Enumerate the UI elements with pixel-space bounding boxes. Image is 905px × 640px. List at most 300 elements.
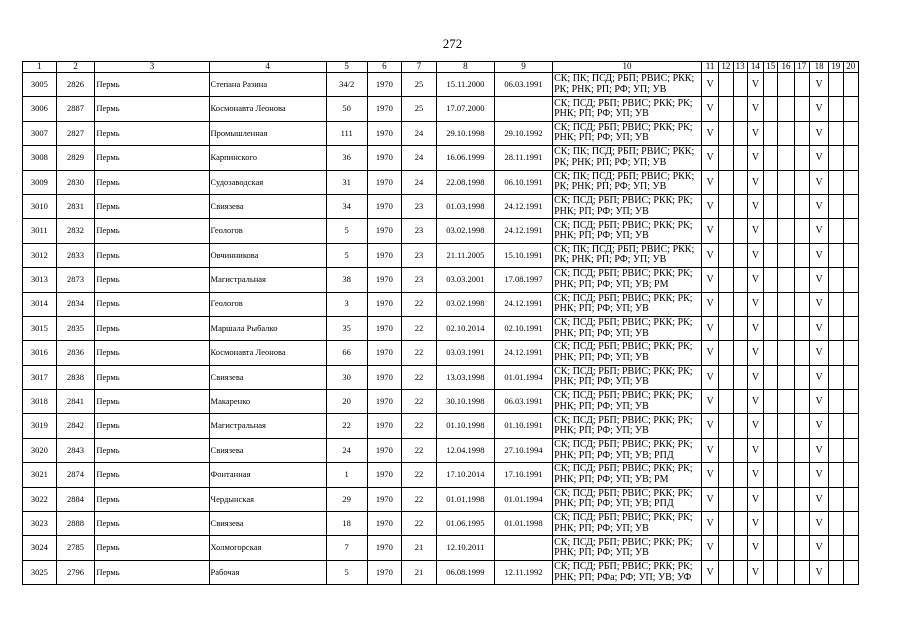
column-header-8: 8 (436, 62, 494, 73)
table-row (23, 438, 859, 462)
cell-street: Свиязева (209, 365, 326, 389)
empty-cell-col-12 (719, 512, 733, 536)
cell-year: 1970 (367, 292, 402, 316)
empty-cell-col-17 (794, 268, 809, 292)
empty-cell-col-20 (843, 170, 858, 194)
table-row (23, 463, 859, 487)
cell-date-2: 06.03.1991 (494, 73, 552, 97)
cell-date-2: 24.12.1991 (494, 341, 552, 365)
cell-house: 36 (326, 146, 367, 170)
column-header-11: 11 (701, 62, 718, 73)
cell-year: 1970 (367, 512, 402, 536)
empty-cell-col-12 (719, 316, 733, 340)
cell-year: 1970 (367, 414, 402, 438)
cell-number: 3011 (23, 219, 57, 243)
empty-cell-col-16 (778, 341, 794, 365)
cell-count: 22 (402, 438, 437, 462)
check-mark-col-18: V (809, 97, 828, 121)
empty-cell-col-15 (764, 512, 778, 536)
cell-street: Геологов (209, 219, 326, 243)
cell-street: Чердынская (209, 487, 326, 511)
check-mark-col-18: V (809, 390, 828, 414)
column-header-7: 7 (402, 62, 437, 73)
table-row (23, 170, 859, 194)
empty-cell-col-15 (764, 463, 778, 487)
cell-date-1: 30.10.1998 (436, 390, 494, 414)
empty-cell-col-13 (733, 487, 747, 511)
empty-cell-col-19 (829, 487, 843, 511)
empty-cell-col-15 (764, 219, 778, 243)
empty-cell-col-16 (778, 194, 794, 218)
cell-house: 34/2 (326, 73, 367, 97)
empty-cell-col-16 (778, 316, 794, 340)
check-mark-col-11: V (701, 121, 718, 145)
empty-cell-col-19 (829, 268, 843, 292)
cell-codes: СК; ПСД; РБП; РВИС; РКК; РК; РНК; РП; РФ; УП; УВ (553, 390, 702, 414)
empty-cell-col-12 (719, 194, 733, 218)
cell-id: 2830 (56, 170, 95, 194)
empty-cell-col-19 (829, 390, 843, 414)
empty-cell-col-13 (733, 292, 747, 316)
cell-count: 22 (402, 390, 437, 414)
check-mark-col-11: V (701, 560, 718, 584)
data-table (22, 61, 859, 585)
empty-cell-col-16 (778, 146, 794, 170)
cell-house: 50 (326, 97, 367, 121)
cell-house: 5 (326, 243, 367, 267)
check-mark-col-11: V (701, 219, 718, 243)
check-mark-col-11: V (701, 365, 718, 389)
cell-house: 29 (326, 487, 367, 511)
empty-cell-col-17 (794, 73, 809, 97)
cell-date-1: 17.07.2000 (436, 97, 494, 121)
check-mark-col-14: V (747, 121, 763, 145)
cell-date-1: 06.08.1999 (436, 560, 494, 584)
cell-city: Пермь (95, 438, 209, 462)
cell-codes: СК; ПСД; РБП; РВИС; РКК; РК; РНК; РП; РФ; УП; УВ (553, 121, 702, 145)
cell-count: 22 (402, 463, 437, 487)
empty-cell-col-19 (829, 121, 843, 145)
cell-date-1: 01.10.1998 (436, 414, 494, 438)
column-header-16: 16 (778, 62, 794, 73)
empty-cell-col-19 (829, 292, 843, 316)
cell-id: 2833 (56, 243, 95, 267)
check-mark-col-18: V (809, 341, 828, 365)
empty-cell-col-16 (778, 487, 794, 511)
column-header-12: 12 (719, 62, 733, 73)
check-mark-col-18: V (809, 170, 828, 194)
empty-cell-col-16 (778, 268, 794, 292)
cell-codes: СК; ПСД; РБП; РВИС; РКК; РК; РНК; РП; РФ; УП; УВ (553, 292, 702, 316)
cell-codes: СК; ПСД; РБП; РВИС; РКК; РК; РНК; РП; РФ; УП; УВ (553, 365, 702, 389)
cell-house: 3 (326, 292, 367, 316)
column-header-19: 19 (829, 62, 843, 73)
check-mark-col-18: V (809, 365, 828, 389)
cell-id: 2836 (56, 341, 95, 365)
table-row (23, 414, 859, 438)
cell-date-1: 17.10.2014 (436, 463, 494, 487)
empty-cell-col-13 (733, 219, 747, 243)
cell-date-2: 02.10.1991 (494, 316, 552, 340)
cell-street: Фонтанная (209, 463, 326, 487)
empty-cell-col-20 (843, 341, 858, 365)
empty-cell-col-15 (764, 487, 778, 511)
empty-cell-col-20 (843, 463, 858, 487)
cell-codes: СК; ПСД; РБП; РВИС; РКК; РК; РНК; РП; РФ; УП; УВ (553, 536, 702, 560)
empty-cell-col-16 (778, 390, 794, 414)
cell-street: Магистральная (209, 268, 326, 292)
column-header-2: 2 (56, 62, 95, 73)
cell-street: Промышленная (209, 121, 326, 145)
check-mark-col-14: V (747, 194, 763, 218)
cell-house: 18 (326, 512, 367, 536)
check-mark-col-11: V (701, 414, 718, 438)
empty-cell-col-15 (764, 170, 778, 194)
empty-cell-col-12 (719, 121, 733, 145)
empty-cell-col-13 (733, 390, 747, 414)
empty-cell-col-12 (719, 536, 733, 560)
cell-number: 3013 (23, 268, 57, 292)
cell-date-2: 17.08.1997 (494, 268, 552, 292)
empty-cell-col-17 (794, 316, 809, 340)
cell-date-1: 01.03.1998 (436, 194, 494, 218)
cell-year: 1970 (367, 560, 402, 584)
cell-date-1: 15.11.2000 (436, 73, 494, 97)
cell-date-2 (494, 97, 552, 121)
cell-count: 22 (402, 292, 437, 316)
empty-cell-col-20 (843, 390, 858, 414)
check-mark-col-18: V (809, 194, 828, 218)
empty-cell-col-12 (719, 463, 733, 487)
cell-number: 3006 (23, 97, 57, 121)
check-mark-col-11: V (701, 170, 718, 194)
cell-id: 2834 (56, 292, 95, 316)
column-header-4: 4 (209, 62, 326, 73)
check-mark-col-14: V (747, 341, 763, 365)
empty-cell-col-13 (733, 243, 747, 267)
check-mark-col-14: V (747, 512, 763, 536)
check-mark-col-11: V (701, 97, 718, 121)
empty-cell-col-15 (764, 121, 778, 145)
cell-street: Свиязева (209, 438, 326, 462)
empty-cell-col-17 (794, 512, 809, 536)
cell-date-2: 12.11.1992 (494, 560, 552, 584)
cell-codes: СК; ПСД; РБП; РВИС; РКК; РК; РНК; РП; РФ; УП; УВ (553, 219, 702, 243)
check-mark-col-11: V (701, 390, 718, 414)
check-mark-col-14: V (747, 268, 763, 292)
table-row (23, 536, 859, 560)
empty-cell-col-15 (764, 146, 778, 170)
check-mark-col-18: V (809, 292, 828, 316)
empty-cell-col-20 (843, 560, 858, 584)
empty-cell-col-19 (829, 365, 843, 389)
empty-cell-col-16 (778, 121, 794, 145)
cell-year: 1970 (367, 365, 402, 389)
cell-count: 22 (402, 341, 437, 365)
cell-house: 111 (326, 121, 367, 145)
cell-number: 3007 (23, 121, 57, 145)
empty-cell-col-17 (794, 414, 809, 438)
cell-year: 1970 (367, 219, 402, 243)
cell-count: 22 (402, 512, 437, 536)
check-mark-col-14: V (747, 243, 763, 267)
cell-city: Пермь (95, 219, 209, 243)
cell-codes: СК; ПСД; РБП; РВИС; РКК; РК; РНК; РП; РФ; УП; УВ (553, 97, 702, 121)
cell-date-2: 24.12.1991 (494, 219, 552, 243)
cell-count: 25 (402, 73, 437, 97)
cell-street: Космонавта Леонова (209, 97, 326, 121)
empty-cell-col-12 (719, 219, 733, 243)
cell-city: Пермь (95, 146, 209, 170)
cell-year: 1970 (367, 73, 402, 97)
empty-cell-col-15 (764, 438, 778, 462)
column-header-15: 15 (764, 62, 778, 73)
cell-date-1: 01.01.1998 (436, 487, 494, 511)
table-row (23, 268, 859, 292)
empty-cell-col-20 (843, 365, 858, 389)
table-row (23, 390, 859, 414)
cell-city: Пермь (95, 341, 209, 365)
cell-number: 3019 (23, 414, 57, 438)
cell-year: 1970 (367, 97, 402, 121)
empty-cell-col-15 (764, 414, 778, 438)
cell-number: 3023 (23, 512, 57, 536)
table-row (23, 316, 859, 340)
empty-cell-col-16 (778, 560, 794, 584)
empty-cell-col-19 (829, 73, 843, 97)
cell-city: Пермь (95, 365, 209, 389)
cell-city: Пермь (95, 268, 209, 292)
column-header-6: 6 (367, 62, 402, 73)
cell-number: 3018 (23, 390, 57, 414)
cell-count: 22 (402, 487, 437, 511)
check-mark-col-14: V (747, 170, 763, 194)
empty-cell-col-13 (733, 414, 747, 438)
cell-street: Свиязева (209, 512, 326, 536)
cell-city: Пермь (95, 121, 209, 145)
cell-house: 5 (326, 560, 367, 584)
cell-street: Рабочая (209, 560, 326, 584)
table-row (23, 560, 859, 584)
cell-number: 3016 (23, 341, 57, 365)
check-mark-col-14: V (747, 73, 763, 97)
empty-cell-col-19 (829, 463, 843, 487)
cell-street: Макаренко (209, 390, 326, 414)
cell-city: Пермь (95, 73, 209, 97)
cell-city: Пермь (95, 97, 209, 121)
cell-codes: СК; ПСД; РБП; РВИС; РКК; РК; РНК; РП; РФ; УП; УВ; РПД (553, 438, 702, 462)
cell-house: 20 (326, 390, 367, 414)
cell-year: 1970 (367, 536, 402, 560)
cell-number: 3025 (23, 560, 57, 584)
cell-number: 3022 (23, 487, 57, 511)
cell-number: 3009 (23, 170, 57, 194)
cell-city: Пермь (95, 512, 209, 536)
page-number: 272 (442, 36, 463, 51)
empty-cell-col-16 (778, 219, 794, 243)
empty-cell-col-20 (843, 243, 858, 267)
empty-cell-col-19 (829, 512, 843, 536)
empty-cell-col-13 (733, 512, 747, 536)
empty-cell-col-20 (843, 512, 858, 536)
empty-cell-col-12 (719, 438, 733, 462)
check-mark-col-18: V (809, 438, 828, 462)
empty-cell-col-13 (733, 121, 747, 145)
check-mark-col-11: V (701, 243, 718, 267)
cell-year: 1970 (367, 390, 402, 414)
cell-city: Пермь (95, 170, 209, 194)
check-mark-col-11: V (701, 73, 718, 97)
empty-cell-col-20 (843, 487, 858, 511)
cell-street: Карпинского (209, 146, 326, 170)
check-mark-col-14: V (747, 560, 763, 584)
check-mark-col-18: V (809, 316, 828, 340)
check-mark-col-14: V (747, 536, 763, 560)
cell-number: 3008 (23, 146, 57, 170)
cell-id: 2887 (56, 97, 95, 121)
empty-cell-col-20 (843, 121, 858, 145)
cell-date-1: 29.10.1998 (436, 121, 494, 145)
empty-cell-col-13 (733, 146, 747, 170)
empty-cell-col-16 (778, 438, 794, 462)
cell-codes: СК; ПК; ПСД; РБП; РВИС; РКК; РК; РНК; РП; РФ; УП; УВ (553, 146, 702, 170)
empty-cell-col-17 (794, 390, 809, 414)
check-mark-col-11: V (701, 316, 718, 340)
cell-number: 3015 (23, 316, 57, 340)
empty-cell-col-16 (778, 170, 794, 194)
empty-cell-col-13 (733, 268, 747, 292)
check-mark-col-14: V (747, 390, 763, 414)
cell-house: 24 (326, 438, 367, 462)
cell-count: 23 (402, 268, 437, 292)
cell-number: 3017 (23, 365, 57, 389)
empty-cell-col-20 (843, 97, 858, 121)
cell-year: 1970 (367, 316, 402, 340)
cell-number: 3014 (23, 292, 57, 316)
empty-cell-col-15 (764, 390, 778, 414)
cell-street: Свиязева (209, 194, 326, 218)
empty-cell-col-19 (829, 243, 843, 267)
cell-id: 2835 (56, 316, 95, 340)
cell-number: 3020 (23, 438, 57, 462)
empty-cell-col-20 (843, 292, 858, 316)
cell-house: 35 (326, 316, 367, 340)
check-mark-col-18: V (809, 512, 828, 536)
check-mark-col-18: V (809, 536, 828, 560)
cell-count: 21 (402, 536, 437, 560)
cell-date-2: 15.10.1991 (494, 243, 552, 267)
cell-count: 25 (402, 97, 437, 121)
column-header-14: 14 (747, 62, 763, 73)
empty-cell-col-12 (719, 560, 733, 584)
cell-city: Пермь (95, 316, 209, 340)
empty-cell-col-13 (733, 170, 747, 194)
cell-date-1: 03.03.2001 (436, 268, 494, 292)
cell-house: 7 (326, 536, 367, 560)
cell-street: Степана Разина (209, 73, 326, 97)
empty-cell-col-19 (829, 194, 843, 218)
empty-cell-col-12 (719, 414, 733, 438)
cell-city: Пермь (95, 243, 209, 267)
empty-cell-col-15 (764, 536, 778, 560)
cell-year: 1970 (367, 463, 402, 487)
empty-cell-col-15 (764, 560, 778, 584)
cell-date-2: 06.10.1991 (494, 170, 552, 194)
cell-street: Геологов (209, 292, 326, 316)
cell-id: 2841 (56, 390, 95, 414)
empty-cell-col-19 (829, 560, 843, 584)
check-mark-col-18: V (809, 146, 828, 170)
empty-cell-col-20 (843, 316, 858, 340)
empty-cell-col-15 (764, 243, 778, 267)
cell-id: 2796 (56, 560, 95, 584)
cell-count: 22 (402, 365, 437, 389)
cell-date-1: 01.06.1995 (436, 512, 494, 536)
empty-cell-col-19 (829, 170, 843, 194)
check-mark-col-14: V (747, 414, 763, 438)
cell-date-2: 06.03.1991 (494, 390, 552, 414)
check-mark-col-18: V (809, 487, 828, 511)
empty-cell-col-20 (843, 536, 858, 560)
empty-cell-col-17 (794, 243, 809, 267)
check-mark-col-11: V (701, 146, 718, 170)
cell-id: 2829 (56, 146, 95, 170)
empty-cell-col-16 (778, 463, 794, 487)
empty-cell-col-16 (778, 512, 794, 536)
cell-number: 3005 (23, 73, 57, 97)
cell-house: 5 (326, 219, 367, 243)
column-header-5: 5 (326, 62, 367, 73)
cell-city: Пермь (95, 487, 209, 511)
empty-cell-col-13 (733, 438, 747, 462)
empty-cell-col-17 (794, 536, 809, 560)
cell-city: Пермь (95, 390, 209, 414)
cell-date-1: 21.11.2005 (436, 243, 494, 267)
cell-codes: СК; ПК; ПСД; РБП; РВИС; РКК; РК; РНК; РП; РФ; УП; УВ (553, 243, 702, 267)
check-mark-col-11: V (701, 536, 718, 560)
cell-count: 21 (402, 560, 437, 584)
empty-cell-col-17 (794, 292, 809, 316)
cell-codes: СК; ПК; ПСД; РБП; РВИС; РКК; РК; РНК; РП; РФ; УП; УВ (553, 170, 702, 194)
cell-house: 22 (326, 414, 367, 438)
cell-codes: СК; ПСД; РБП; РВИС; РКК; РК; РНК; РП; РФа; РФ; УП; УВ; УФ (553, 560, 702, 584)
column-header-13: 13 (733, 62, 747, 73)
cell-id: 2874 (56, 463, 95, 487)
cell-street: Космонавта Леонова (209, 341, 326, 365)
empty-cell-col-16 (778, 97, 794, 121)
empty-cell-col-12 (719, 365, 733, 389)
cell-date-1: 16.06.1999 (436, 146, 494, 170)
empty-cell-col-20 (843, 73, 858, 97)
cell-codes: СК; ПСД; РБП; РВИС; РКК; РК; РНК; РП; РФ; УП; УВ; РМ (553, 268, 702, 292)
table-body (23, 73, 859, 585)
table-row (23, 341, 859, 365)
cell-date-2: 24.12.1991 (494, 292, 552, 316)
cell-date-1: 03.02.1998 (436, 292, 494, 316)
empty-cell-col-12 (719, 390, 733, 414)
column-header-9: 9 (494, 62, 552, 73)
empty-cell-col-12 (719, 170, 733, 194)
cell-date-2: 24.12.1991 (494, 194, 552, 218)
check-mark-col-11: V (701, 463, 718, 487)
cell-id: 2842 (56, 414, 95, 438)
empty-cell-col-19 (829, 219, 843, 243)
cell-city: Пермь (95, 292, 209, 316)
empty-cell-col-20 (843, 219, 858, 243)
empty-cell-col-12 (719, 292, 733, 316)
table-row (23, 97, 859, 121)
cell-id: 2826 (56, 73, 95, 97)
